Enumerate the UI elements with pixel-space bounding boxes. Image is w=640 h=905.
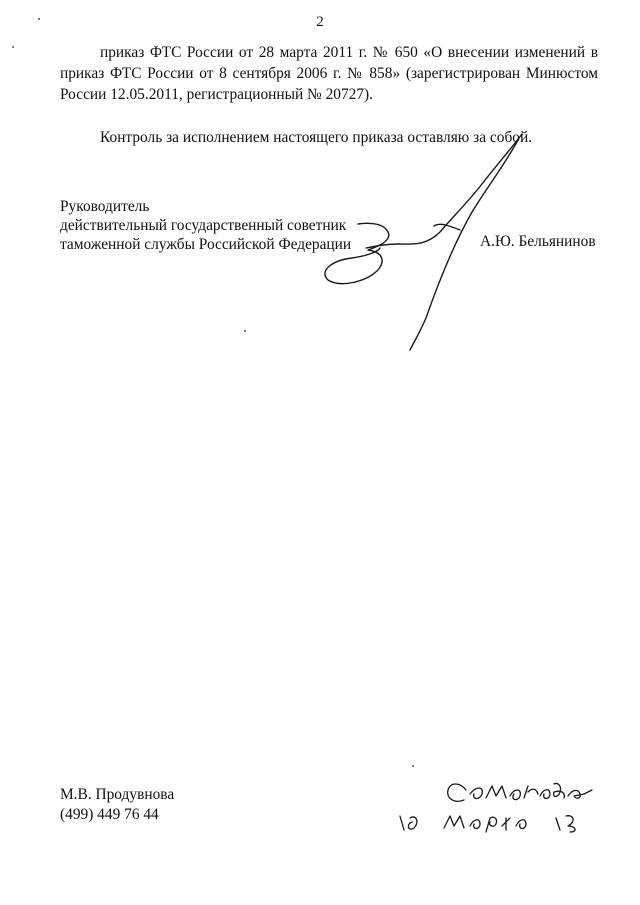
handwritten-note xyxy=(380,760,600,840)
scan-speck xyxy=(244,330,246,332)
body-paragraph-1: приказ ФТС России от 28 марта 2011 г. № 650 «О внесении изменений в приказ ФТС России от 8 сентября 2006 г. № 858» (зарегистрирован Минюстом России 12.05.2011, регистрационный № 20727). xyxy=(60,44,598,103)
signer-position-line-3: таможенной службы Российской Федерации xyxy=(60,236,352,253)
signer-position-line-2: действительный государственный советник xyxy=(60,217,347,234)
executor-info xyxy=(60,785,174,825)
handwritten-signature xyxy=(300,120,540,360)
executor-name: М.В. Продувнова xyxy=(60,786,175,803)
scan-speck xyxy=(12,46,14,48)
page-number: 2 xyxy=(316,14,324,30)
executor-phone: (499) 449 76 44 xyxy=(60,806,159,823)
body-paragraph-2: Контроль за исполнением настоящего приказа оставляю за собой. xyxy=(100,129,533,146)
scan-speck xyxy=(38,18,40,20)
signer-position-line-1: Руководитель xyxy=(60,198,150,215)
signer-name: А.Ю. Бельянинов xyxy=(480,233,596,250)
scan-speck xyxy=(412,765,414,767)
